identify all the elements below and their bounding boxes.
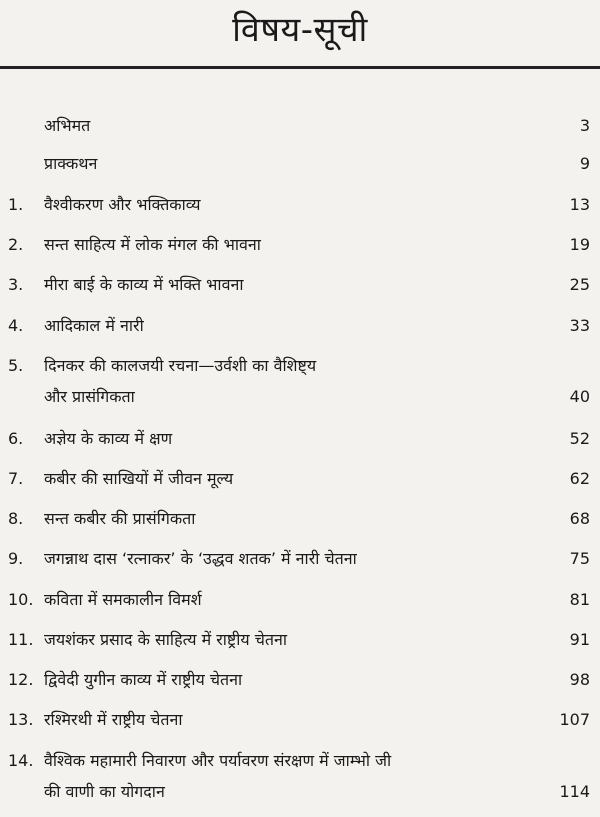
- toc-page: 107: [559, 710, 590, 729]
- toc-row: [0, 425, 600, 453]
- toc-number: 10.: [8, 590, 34, 609]
- toc-row: [0, 505, 600, 533]
- toc-number: 7.: [8, 469, 24, 488]
- toc-number: 14.: [8, 751, 34, 770]
- toc-number: 1.: [8, 195, 24, 214]
- toc-number: 13.: [8, 710, 34, 729]
- toc-page: 19: [569, 235, 590, 254]
- toc-row: [0, 312, 600, 340]
- toc-title: कबीर की साखियों में जीवन मूल्य: [44, 469, 234, 488]
- toc-page: 91: [569, 630, 590, 649]
- toc-row: [0, 112, 600, 140]
- toc-page: 52: [569, 429, 590, 448]
- toc-page: 25: [569, 275, 590, 294]
- toc-title: प्राक्कथन: [44, 154, 98, 173]
- toc-number: 2.: [8, 235, 24, 254]
- toc-row: [0, 352, 600, 408]
- toc-title: अज्ञेय के काव्य में क्षण: [44, 429, 173, 448]
- toc-number: 9.: [8, 549, 24, 568]
- toc-title: वैश्विक महामारी निवारण और पर्यावरण संरक्षण में जाम्भो जी: [44, 751, 392, 770]
- toc-number: 11.: [8, 630, 34, 649]
- toc-title: वैश्वीकरण और भक्तिकाव्य: [44, 195, 201, 214]
- toc-title: सन्त साहित्य में लोक मंगल की भावना: [44, 235, 261, 254]
- toc-title: कविता में समकालीन विमर्श: [44, 590, 202, 609]
- toc-title-continued: और प्रासंगिकता: [44, 387, 135, 406]
- toc-page: 40: [569, 387, 590, 406]
- toc-page: 75: [569, 549, 590, 568]
- toc-number: 6.: [8, 429, 24, 448]
- toc-title-continued: की वाणी का योगदान: [44, 782, 165, 801]
- toc-title: जगन्नाथ दास ‘रत्नाकर’ के ‘उद्धव शतक’ में नारी चेतना: [44, 549, 357, 568]
- toc-title: दिनकर की कालजयी रचना—उर्वशी का वैशिष्ट्य: [44, 356, 317, 375]
- toc-row: [0, 465, 600, 493]
- toc-row: [0, 586, 600, 614]
- toc-title: द्विवेदी युगीन काव्य में राष्ट्रीय चेतना: [44, 670, 243, 689]
- toc-row: [0, 150, 600, 178]
- toc-page: 98: [569, 670, 590, 689]
- toc-row: [0, 706, 600, 734]
- toc-title: रश्मिरथी में राष्ट्रीय चेतना: [44, 710, 183, 729]
- toc-title: जयशंकर प्रसाद के साहित्य में राष्ट्रीय चेतना: [44, 630, 288, 649]
- toc-row: [0, 626, 600, 654]
- toc-page: 62: [569, 469, 590, 488]
- toc-page: 81: [569, 590, 590, 609]
- toc-number: 8.: [8, 509, 24, 528]
- toc-title: सन्त कबीर की प्रासंगिकता: [44, 509, 196, 528]
- page-title: विषय-सूची: [232, 10, 368, 50]
- title-divider: [0, 66, 600, 69]
- toc-row: [0, 191, 600, 219]
- toc-number: 12.: [8, 670, 34, 689]
- toc-page: 3: [579, 116, 590, 135]
- toc-row: [0, 666, 600, 694]
- toc-page: 33: [569, 316, 590, 335]
- toc-title: अभिमत: [44, 116, 91, 135]
- toc-title: मीरा बाई के काव्य में भक्ति भावना: [44, 275, 244, 294]
- toc-row: [0, 747, 600, 803]
- toc-number: 3.: [8, 275, 24, 294]
- toc-row: [0, 231, 600, 259]
- toc-row: [0, 271, 600, 299]
- toc-number: 5.: [8, 356, 24, 375]
- toc-title: आदिकाल में नारी: [44, 316, 144, 335]
- toc-page: 9: [579, 154, 590, 173]
- toc-page: 68: [569, 509, 590, 528]
- toc-number: 4.: [8, 316, 24, 335]
- toc-page: 13: [569, 195, 590, 214]
- toc-row: [0, 545, 600, 573]
- toc-page: 114: [559, 782, 590, 801]
